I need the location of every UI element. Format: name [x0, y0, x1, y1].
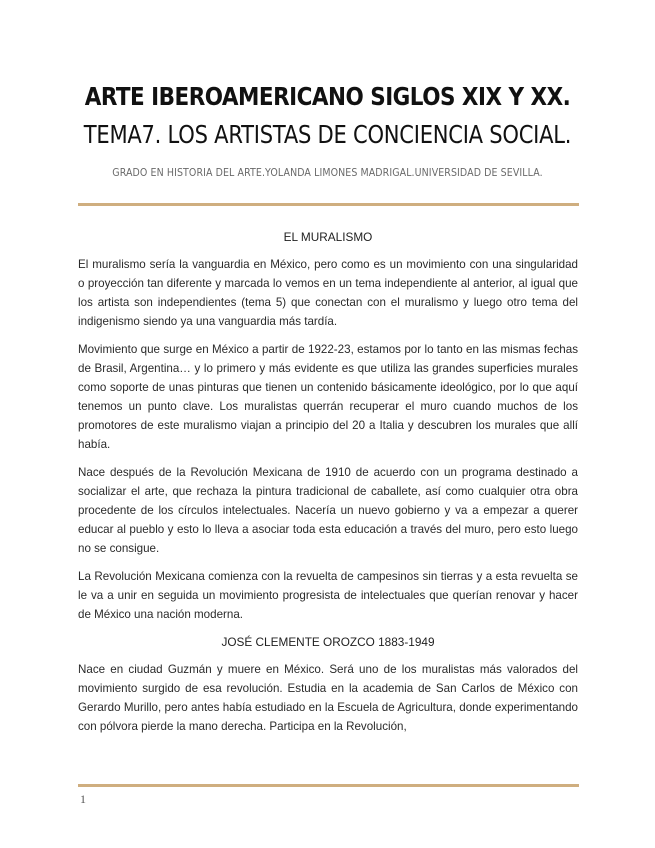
page-number: 1	[80, 792, 86, 806]
footer-divider	[78, 784, 579, 787]
document-body	[78, 228, 578, 745]
document-subtitle: TEMA7. LOS ARTISTAS DE CONCIENCIA SOCIAL.	[83, 120, 572, 149]
section-heading-orozco: JOSÉ CLEMENTE OROZCO 1883-1949	[221, 635, 435, 649]
course-byline: GRADO EN HISTORIA DEL ARTE.YOLANDA LIMONES MADRIGAL.UNIVERSIDAD DE SEVILLA.	[112, 166, 543, 179]
paragraph: Nace después de la Revolución Mexicana de 1910 de acuerdo con un programa destinado a socializar el arte, que rechaza la pintura tradicional de caballete, así como cualquier otra obra procedente de los círculos intelectuales. Nacería un nuevo gobierno y va a empezar a querer educar al pueblo y esto lo lleva a asociar toda esta educación a través del muro, pero esto luego no se consigue.	[78, 466, 578, 555]
paragraph: Nace en ciudad Guzmán y muere en México. Será uno de los muralistas más valorados del movimiento surgido de esa revolución. Estudia en la academia de San Carlos de México con Gerardo Murillo, pero antes había estudiado en la Escuela de Agricultura, donde experimentando con pólvora pierde la mano derecha. Participa en la Revolución,	[78, 663, 578, 733]
paragraph: Movimiento que surge en México a partir de 1922-23, estamos por lo tanto en las mismas fechas de Brasil, Argentina… y lo primero y más evidente es que utiliza las grandes superficies murales como soporte de unas pinturas que tienen un contenido básicamente ideológico, por lo que aquí tenemos un punto clave. Los muralistas querrán recuperar el muro cuando muchos de los promotores de este muralismo viajan a principio del 20 a Italia y descubren los murales que allí había.	[78, 343, 578, 451]
section-heading-muralismo: EL MURALISMO	[283, 230, 373, 244]
header-divider	[78, 203, 579, 206]
paragraph: El muralismo sería la vanguardia en México, pero como es un movimiento con una singularidad o proyección tan diferente y marcada lo vemos en un tema independiente al anterior, al igual que los artista son independientes (tema 5) que conectan con el muralismo y luego otro tema del indigenismo siendo ya una vanguardia más tardía.	[78, 258, 578, 328]
document-title: ARTE IBEROAMERICANO SIGLOS XIX Y XX.	[84, 82, 571, 111]
paragraph: La Revolución Mexicana comienza con la revuelta de campesinos sin tierras y a esta revuelta se le va a unir en seguida un movimiento progresista de intelectuales que querían renovar y hacer de México una nación moderna.	[78, 570, 578, 621]
